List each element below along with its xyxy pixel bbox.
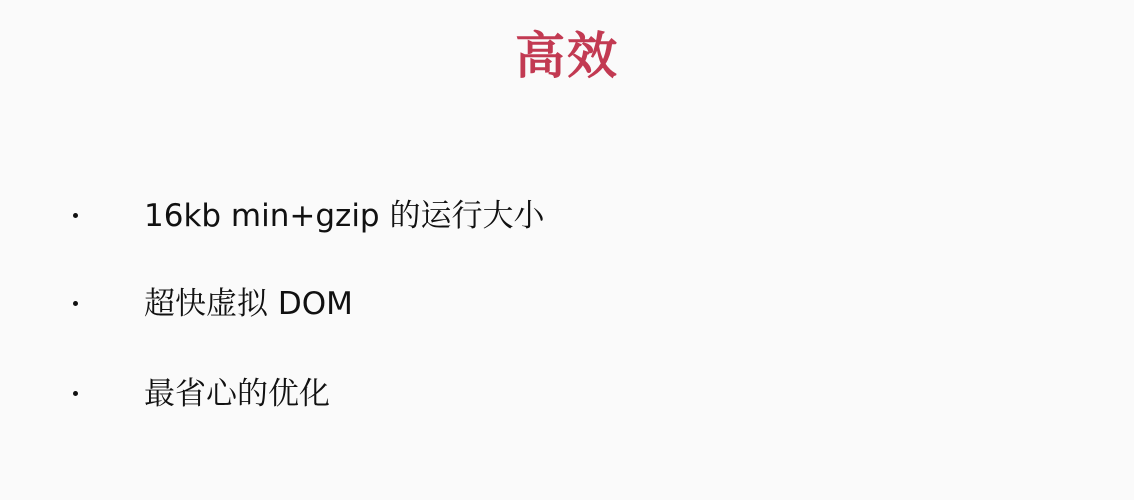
bullet-item — [0, 192, 1134, 240]
bullet-dot-icon — [73, 391, 78, 396]
slide-title: 高效 — [515, 27, 619, 85]
bullet-item — [0, 370, 1134, 418]
bullet-text: 最省心的优化 — [144, 376, 330, 412]
bullet-dot-icon — [73, 301, 78, 306]
bullet-dot-icon — [73, 213, 78, 218]
bullet-text: 超快虚拟 DOM — [144, 286, 353, 322]
bullet-item — [0, 280, 1134, 328]
bullet-text: 16kb min+gzip 的运行大小 — [144, 198, 545, 234]
